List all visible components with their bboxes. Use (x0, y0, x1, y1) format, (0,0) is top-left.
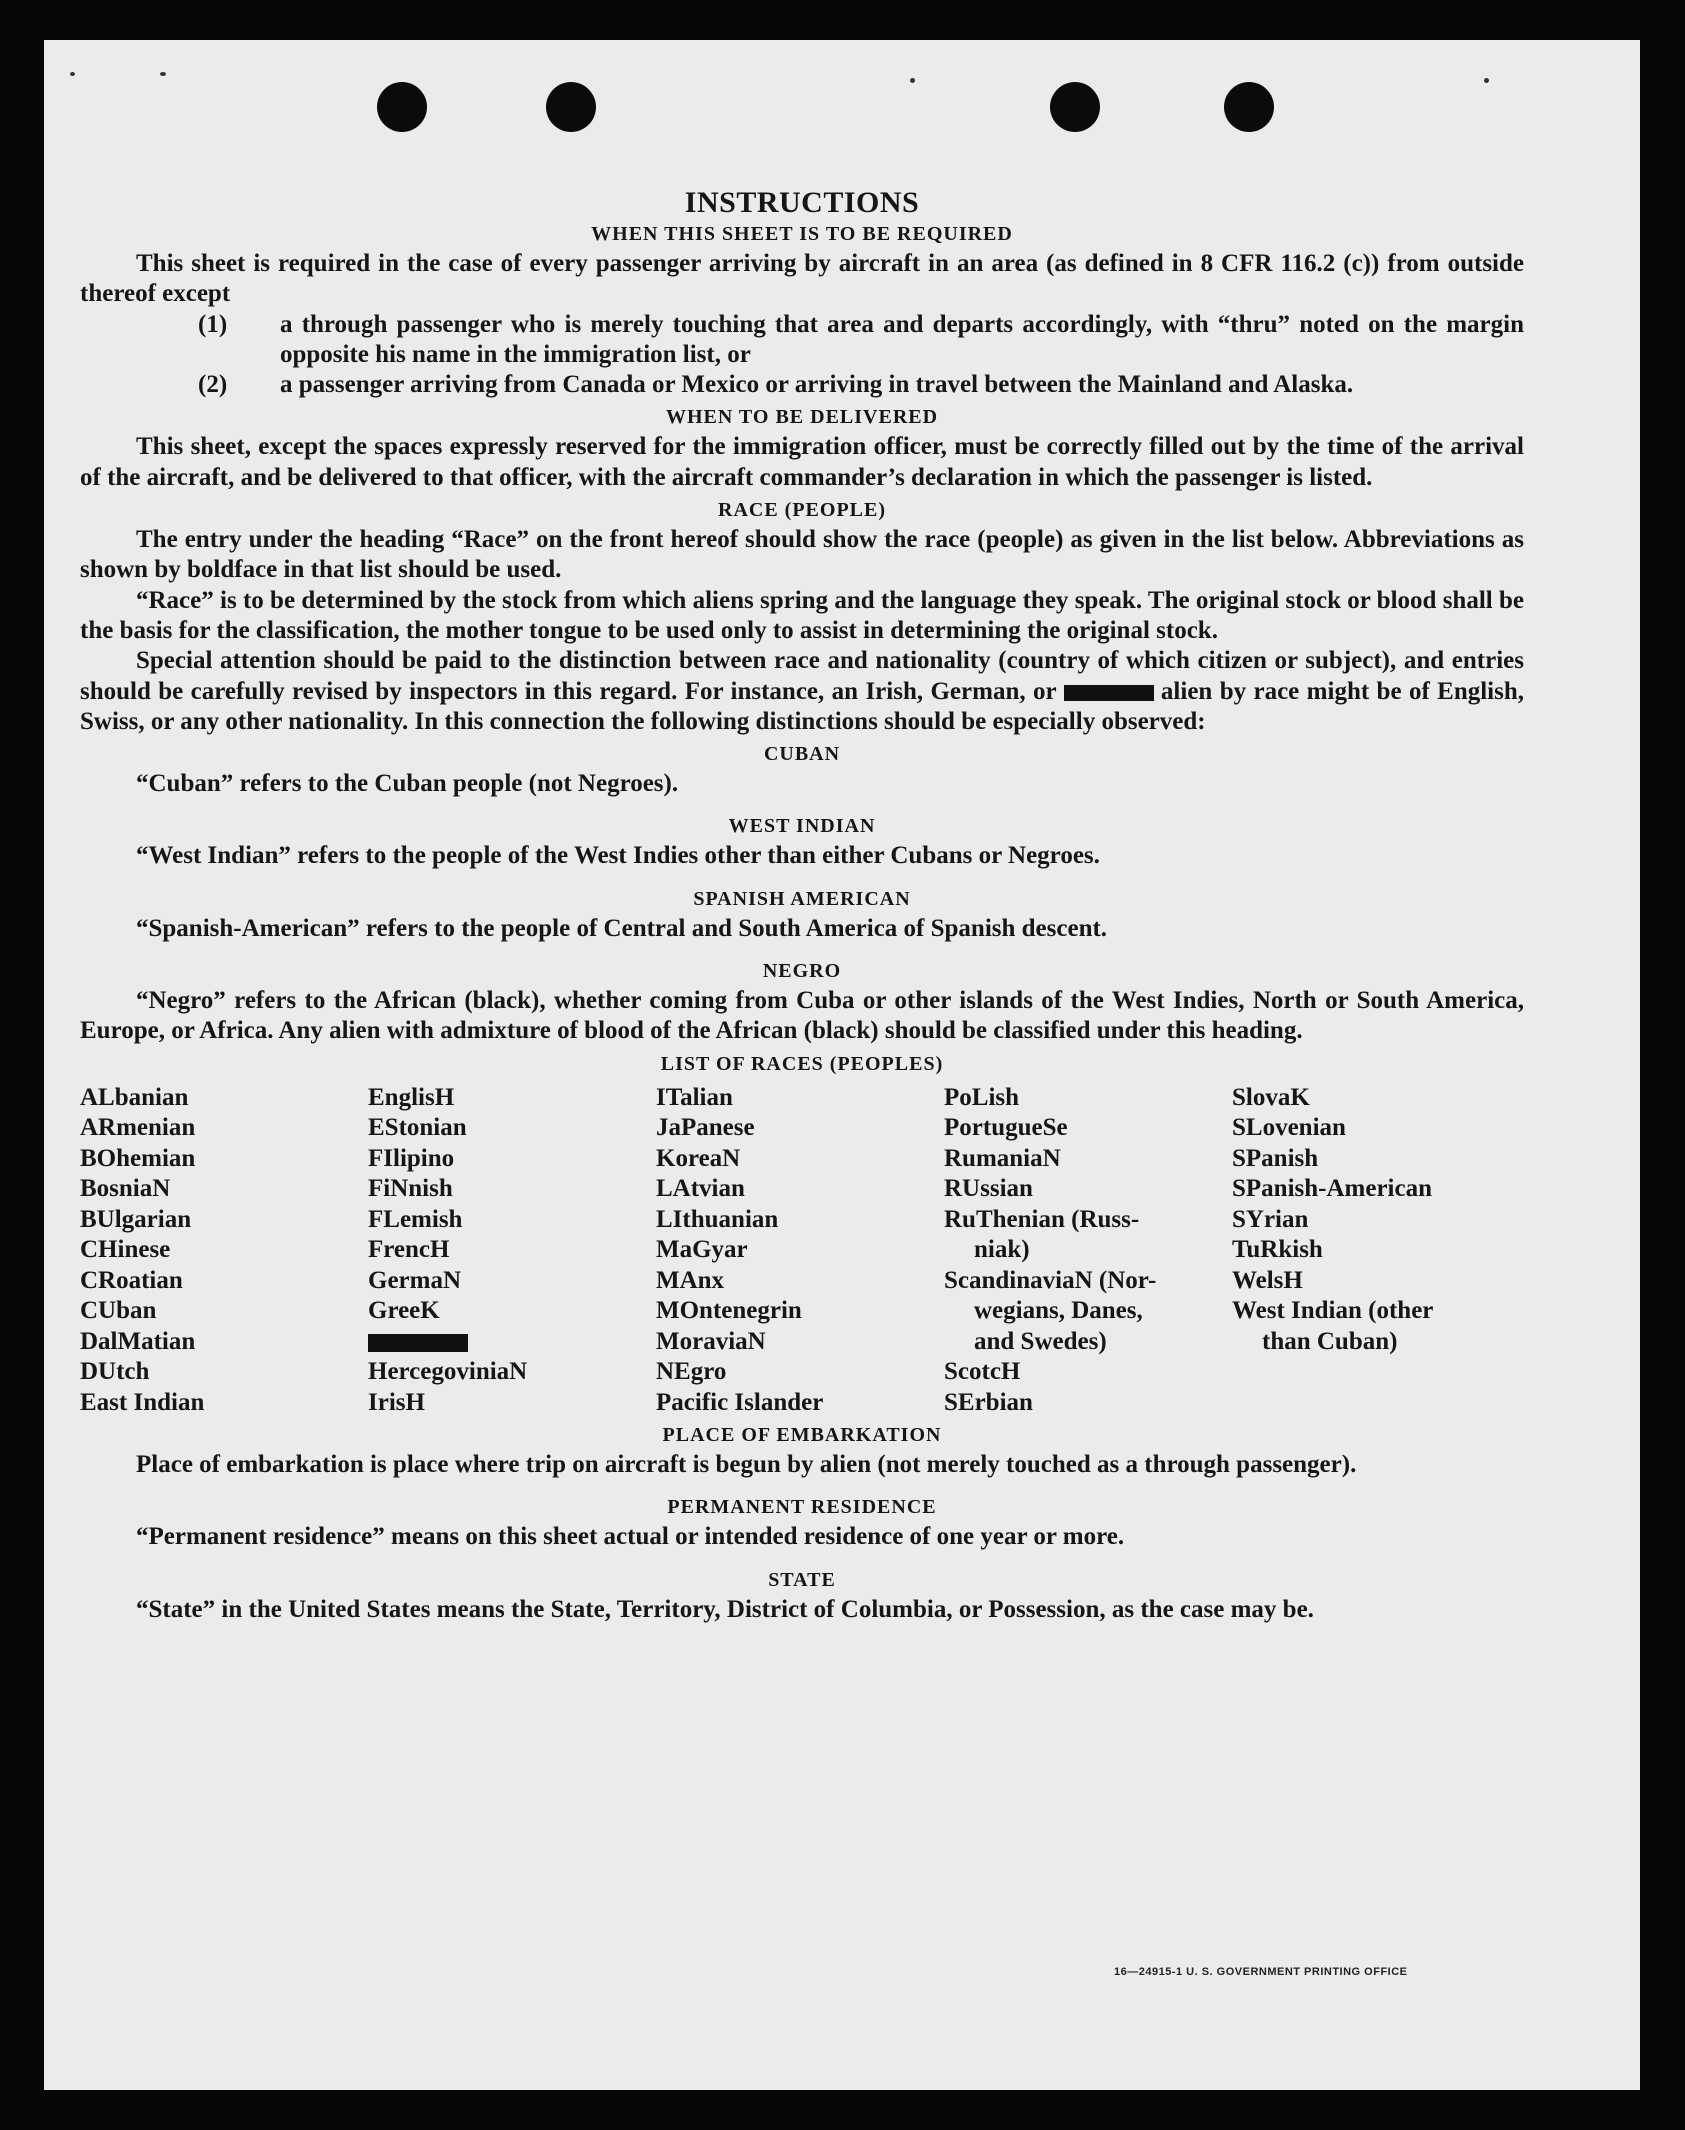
paragraph-text: Special attention should be paid to the distinction between race and nationality (country of which citizen or subject), and entries should be carefully revised by inspectors in this regard. For instance, an Irish, German, or (80, 647, 1524, 705)
race-column (368, 1083, 656, 1419)
race-item: CHinese (80, 1236, 171, 1264)
race-item: MaGyar (656, 1236, 748, 1264)
race-item: RuThenian (Russ- (944, 1205, 1140, 1233)
race-item: MoraviaN (656, 1327, 766, 1355)
list-item (80, 370, 1524, 400)
section-heading: SPANISH AMERICAN (693, 887, 911, 910)
punch-hole (1050, 82, 1100, 132)
document-sheet (44, 40, 1640, 2090)
race-list (80, 1083, 1524, 1419)
race-item: NEgro (656, 1358, 727, 1386)
paragraph: “Negro” refers to the African (black), whether coming from Cuba or other islands of the West Indies, North or South America, Europe, or Africa. Any alien with admixture of blood of the African (black) should be classified under this heading. (80, 987, 1524, 1045)
race-item: West Indian (other (1232, 1297, 1434, 1325)
race-item: and Swedes) (974, 1327, 1107, 1355)
section-heading: NEGRO (762, 960, 842, 983)
paragraph: “Race” is to be determined by the stock from which aliens spring and the language they speak. The original stock or blood shall be the basis for the classification, the mother tongue to be used only to assist in determining the original stock. (80, 586, 1524, 644)
punch-hole (1224, 82, 1274, 132)
race-item: KoreaN (656, 1144, 741, 1172)
race-item: CRoatian (80, 1266, 183, 1294)
section-heading: WHEN THIS SHEET IS TO BE REQUIRED (591, 223, 1013, 245)
race-item: ScandinaviaN (Nor- (944, 1266, 1157, 1294)
race-item-redacted (368, 1327, 656, 1358)
punch-hole (546, 82, 596, 132)
printer-imprint: 16—24915-1 U. S. GOVERNMENT PRINTING OFFICE (1114, 1966, 1408, 1978)
list-item-text: a passenger arriving from Canada or Mexico or arriving in travel between the Mainland and Alaska. (280, 371, 1354, 399)
section-heading: CUBAN (763, 743, 841, 766)
paragraph: This sheet, except the spaces expressly reserved for the immigration officer, must be correctly filled out by the time of the arrival of the aircraft, and be delivered to that officer, with the aircraft commander’s declaration in which the passenger is listed. (80, 433, 1524, 491)
race-item: CUban (80, 1297, 157, 1325)
section-heading: PERMANENT RESIDENCE (667, 1496, 937, 1519)
list-item-number: (2) (198, 371, 228, 399)
race-item: GermaN (368, 1266, 462, 1294)
race-item: IrisH (368, 1388, 425, 1416)
race-item: Pacific Islander (656, 1388, 824, 1416)
paragraph: This sheet is required in the case of every passenger arriving by aircraft in an area (as defined in 8 CFR 116.2 (c)) from outside thereof except (80, 250, 1524, 308)
speck (910, 78, 915, 83)
paragraph: The entry under the heading “Race” on the front hereof should show the race (people) as given in the list below. Abbreviations as shown by boldface in that list should be used. (80, 526, 1524, 584)
paragraph: “Spanish-American” refers to the people of Central and South America of Spanish descent. (136, 914, 1108, 942)
speck (160, 72, 166, 76)
section-heading: PLACE OF EMBARKATION (662, 1424, 942, 1447)
race-item: SPanish (1232, 1144, 1319, 1172)
paragraph: Place of embarkation is place where trip on aircraft is begun by alien (not merely touched as a through passenger). (136, 1451, 1357, 1479)
race-item: MAnx (656, 1266, 725, 1294)
race-item: LIthuanian (656, 1205, 779, 1233)
race-column (1232, 1083, 1520, 1419)
race-item: DUtch (80, 1358, 150, 1386)
race-item: FiNnish (368, 1175, 453, 1203)
race-item: BOhemian (80, 1144, 196, 1172)
paragraph: “West Indian” refers to the people of the West Indies other than either Cubans or Negroes. (136, 842, 1100, 870)
race-item: EnglisH (368, 1083, 455, 1111)
race-item: PoLish (944, 1083, 1020, 1111)
race-item: BUlgarian (80, 1205, 192, 1233)
section-heading: WEST INDIAN (728, 815, 876, 838)
speck (70, 72, 75, 76)
list-item-number: (1) (198, 310, 228, 338)
race-item: BosniaN (80, 1175, 171, 1203)
race-item: LAtvian (656, 1175, 745, 1203)
race-item: PortugueSe (944, 1114, 1068, 1142)
section-heading: WHEN TO BE DELIVERED (665, 406, 939, 429)
speck (1484, 78, 1489, 83)
race-item: FLemish (368, 1205, 463, 1233)
section-heading: RACE (PEOPLE) (718, 499, 886, 522)
race-item: JaPanese (656, 1114, 755, 1142)
race-item: East Indian (80, 1388, 205, 1416)
paragraph: “Permanent residence” means on this sheet actual or intended residence of one year or more. (136, 1523, 1125, 1551)
race-item: SLovenian (1232, 1114, 1346, 1142)
paragraph: “State” in the United States means the State, Territory, District of Columbia, or Possession, as the case may be. (136, 1595, 1314, 1623)
race-item: ARmenian (80, 1114, 196, 1142)
race-item: TuRkish (1232, 1236, 1323, 1264)
race-item: SPanish-American (1232, 1175, 1432, 1203)
race-item: SYrian (1232, 1205, 1309, 1233)
race-column (944, 1083, 1232, 1419)
punch-hole (377, 82, 427, 132)
race-item: DalMatian (80, 1327, 196, 1355)
race-item: GreeK (368, 1297, 440, 1325)
instructions-content (80, 185, 1524, 1625)
list-item-text: a through passenger who is merely touching that area and departs accordingly, with “thru” noted on the margin opposite his name in the immigration list, or (280, 310, 1524, 368)
race-item: wegians, Danes, (974, 1297, 1143, 1325)
race-item: SlovaK (1232, 1083, 1310, 1111)
race-item: RumaniaN (944, 1144, 1061, 1172)
race-item: HercegoviniaN (368, 1358, 528, 1386)
race-item: RUssian (944, 1175, 1033, 1203)
redaction-mark (1064, 685, 1154, 701)
race-item: EStonian (368, 1114, 467, 1142)
paragraph-text: alien by race might be of English, Swiss, or any other nationality. In this connection the following distinctions should be especially observed: (80, 677, 1525, 735)
race-item: MOntenegrin (656, 1297, 802, 1325)
race-item: than Cuban) (1262, 1327, 1398, 1355)
page-title: INSTRUCTIONS (684, 186, 920, 219)
race-item: niak) (974, 1236, 1030, 1264)
race-item: FIlipino (368, 1144, 455, 1172)
race-column (656, 1083, 944, 1419)
list-item (80, 310, 1524, 371)
section-heading: STATE (768, 1568, 836, 1591)
redaction-mark (368, 1334, 468, 1352)
race-item: ITalian (656, 1083, 733, 1111)
race-item: WelsH (1232, 1266, 1303, 1294)
race-item: FrencH (368, 1236, 450, 1264)
race-item: ScotcH (944, 1358, 1021, 1386)
paragraph: “Cuban” refers to the Cuban people (not Negroes). (136, 770, 679, 798)
race-item: ALbanian (80, 1083, 189, 1111)
section-heading: LIST OF RACES (PEOPLES) (660, 1052, 944, 1075)
paragraph (80, 646, 1524, 737)
race-item: SErbian (944, 1388, 1033, 1416)
race-column (80, 1083, 368, 1419)
